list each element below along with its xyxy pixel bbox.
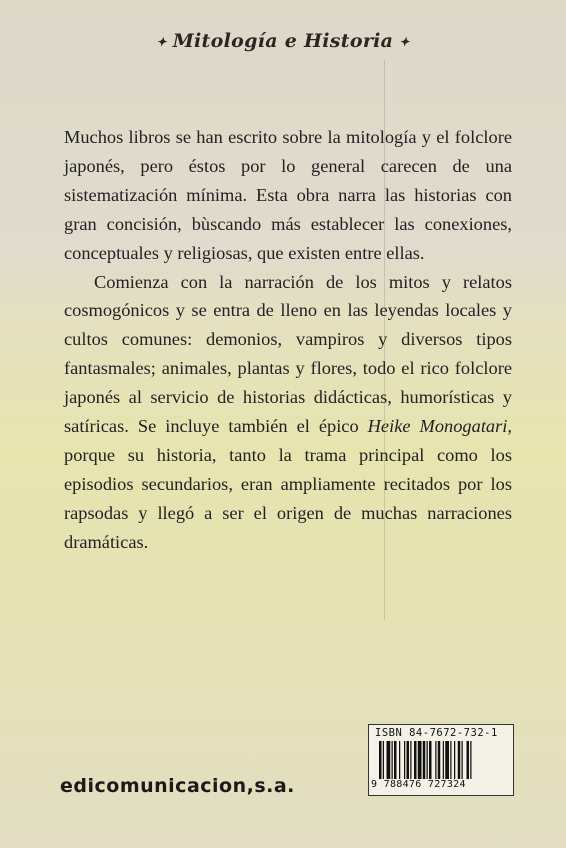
book-title-italic: Heike Monogatari, (367, 416, 512, 437)
isbn-text: ISBN 84-7672-732-1 (375, 727, 498, 739)
series-title (0, 30, 566, 52)
series-title-text: Mitología e Historia (172, 30, 394, 52)
publisher-logo: edicomunicacion,s.a. (60, 775, 295, 797)
blurb-paragraph-2-start: Comienza con la narración de los mitos y relatos cosmogónicos y se entra de lleno en las leyendas locales y cultos comunes: demonios, vampiros y diversos tipos fantasmales; animales, plantas y flores, todo el rico folclore japonés al servicio de historias didácticas, humorísticas y satíricas. Se incluye también el épico (64, 271, 512, 437)
barcode-box (368, 724, 514, 796)
ornament-left-icon: ✦ (156, 35, 167, 49)
ean-text: 9 788476 727324 (371, 779, 466, 790)
blurb-text (64, 123, 512, 557)
blurb-paragraph-2-end: porque su historia, tanto la trama principal como los episodios secundarios, eran ampliamente recitados por los rapsodas y llegó a ser el origen de muchas narraciones dramáticas. (64, 444, 512, 552)
blurb-paragraph-1: Muchos libros se han escrito sobre la mitología y el folclore japonés, pero éstos por lo general carecen de una sistematización mínima. Esta obra narra las historias con gran concisión, bùscando más establecer las conexiones, conceptuales y religiosas, que existen entre ellas. (64, 127, 512, 263)
ornament-right-icon: ✦ (399, 35, 410, 49)
barcode-icon (379, 741, 505, 779)
blurb-paragraph-2 (64, 268, 512, 557)
